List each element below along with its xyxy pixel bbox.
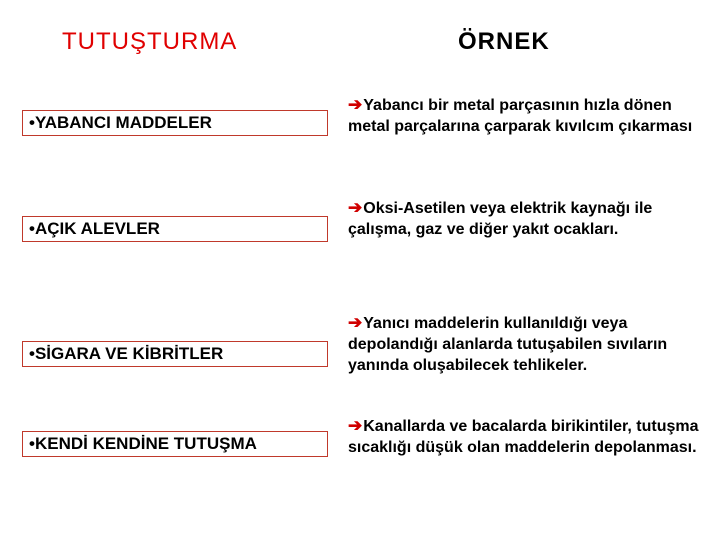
ignition-source-box-4: •KENDİ KENDİNE TUTUŞMA [22,431,328,457]
right-column-header: ÖRNEK [458,28,550,55]
example-text-3 [348,312,708,376]
ignition-source-box-2: •AÇIK ALEVLER [22,216,328,242]
arrow-icon: ➔ [348,313,363,332]
ignition-source-box-1: •YABANCI MADDELER [22,110,328,136]
arrow-icon: ➔ [348,416,363,435]
example-text-2 [348,197,708,240]
example-text-4-body: Kanallarda ve bacalarda birikintiler, tutuşma sıcaklığı düşük olan maddelerin depolanması. [348,418,699,456]
example-text-1-body: Yabancı bir metal parçasının hızla dönen metal parçalarına çarparak kıvılcım çıkarması [348,97,693,135]
example-text-4 [348,415,708,458]
example-text-3-body: Yanıcı maddelerin kullanıldığı veya depolandığı alanlarda tutuşabilen sıvıların yanında oluşabilecek tehlikeler. [348,315,668,374]
arrow-icon: ➔ [348,198,363,217]
left-column-header: TUTUŞTURMA [62,28,238,55]
example-text-1 [348,94,708,137]
example-text-2-body: Oksi-Asetilen veya elektrik kaynağı ile çalışma, gaz ve diğer yakıt ocakları. [348,200,653,238]
arrow-icon: ➔ [348,95,363,114]
ignition-source-box-3: •SİGARA VE KİBRİTLER [22,341,328,367]
